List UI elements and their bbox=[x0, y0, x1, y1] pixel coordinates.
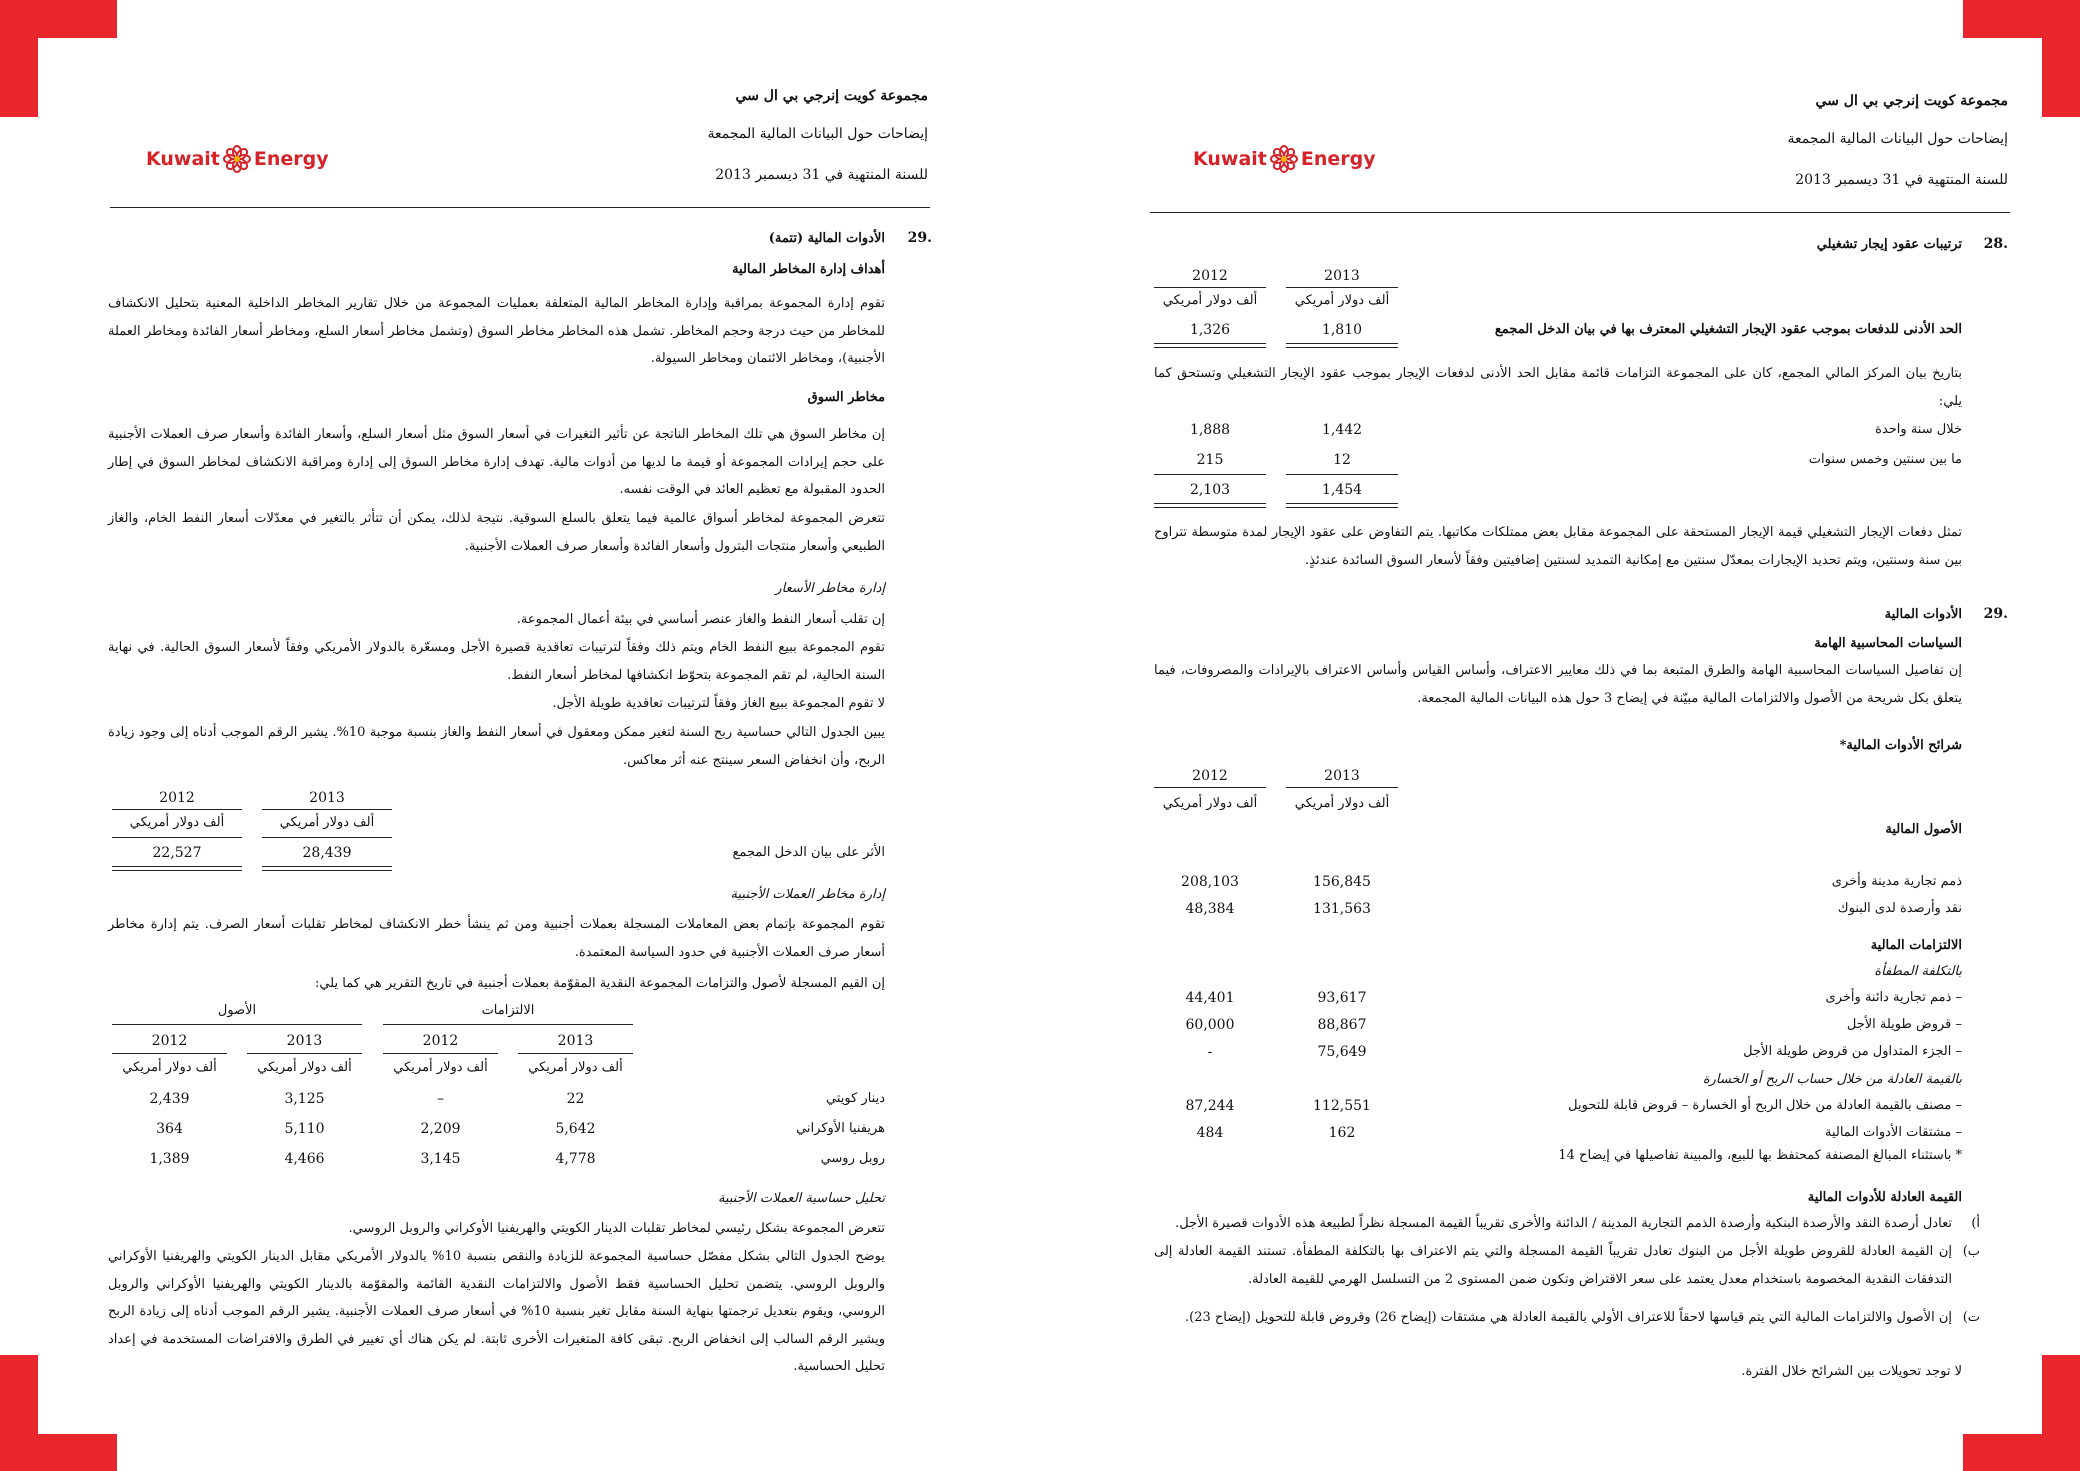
cat-year-2013: 2013 bbox=[1324, 768, 1360, 784]
fx-sensitivity-title: تحليل حساسية العملات الأجنبية bbox=[717, 1191, 885, 1206]
fair-value-item-text: تعادل أرصدة النقد والأرصدة البنكية وأرصدة الذمم التجارية المدينة / الدائنة والأخرى تقريباً القيمة المسجلة نظراً لطبيعة هذه الأدوات قصيرة الأجل. bbox=[1175, 1216, 1952, 1231]
logo-text-energy-right: Energy bbox=[1300, 148, 1376, 170]
cat-year-rule-2013 bbox=[1286, 787, 1398, 788]
lease-total-2013: 1,454 bbox=[1321, 482, 1363, 498]
fx-sensitivity-p1: تتعرض المجموعة بشكل رئيسي لمخاطر تقلبات الدينار الكويتي والهريفنيا الأوكراني والروبل الروسي. bbox=[348, 1221, 885, 1236]
fair-value-item-mark: ت) bbox=[1962, 1310, 1980, 1325]
company-name: مجموعة كويت إنرجي بي ال سي bbox=[735, 88, 928, 104]
lease-year-2013: 2013 bbox=[1324, 268, 1360, 284]
fv-row-label: – مصنف بالقيمة العادلة من خلال الربح أو الخسارة – قروض قابلة للتحويل bbox=[1568, 1098, 1962, 1113]
lease-row-1-label: خلال سنة واحدة bbox=[1875, 422, 1962, 437]
logo-text-kuwait: Kuwait bbox=[146, 148, 220, 170]
section-28-number: 28. bbox=[1983, 236, 2008, 252]
fair-value-item-text: إن القيمة العادلة للقروض طويلة الأجل من البنوك تعادل تقريباً القيمة المسجلة والتي يتم الاعتراف بها بالتكلفة المطفأة. تستند القيمة العادلة إلى التدفقات النقدية المخصومة باستخدام معدل يعتمد على سعر الاقتراض وتكون ضمن المستوى 2 من التسلسل الهرمي للقيمة العادلة. bbox=[1154, 1244, 1952, 1287]
risk-objectives-paragraph: تقوم إدارة المجموعة بمراقبة وإدارة المخاطر المالية المتعلقة بعمليات المجموعة من خلال تقارير المخاطر الداخلية المعنية بتحليل الانكشاف للمخاطر من حيث درجة وحجم المخاطر. تشمل هذه المخاطر مخاطر السوق (وتشمل مخاطر أسعار السلع، ومخاطر أسعار الفائدة ومخاطر العملة الأجنبية)، ومخاطر الائتمان ومخاطر السيولة. bbox=[108, 296, 885, 366]
fx-risk-paragraph: تقوم المجموعة بإتمام بعض المعاملات المسجلة بعملات أجنبية ومن ثم ينشأ خطر الانكشاف لمخاطر تقلبات أسعار الصرف. يتم إدارة مخاطر أسعار صرف العملات الأجنبية في حدود السياسة المعتمدة. bbox=[108, 917, 885, 960]
cat-unit-2013: ألف دولار أمريكي bbox=[1294, 796, 1390, 811]
header-rule-right bbox=[1150, 212, 2010, 213]
asset-row-2012: 208,103 bbox=[1181, 874, 1239, 890]
lease-row-label: الحد الأدنى للدفعات بموجب عقود الإيجار التشغيلي المعترف بها في بيان الدخل المجمع bbox=[1494, 322, 1962, 337]
lease-value-rule-2013 bbox=[1286, 343, 1398, 348]
company-name-right: مجموعة كويت إنرجي بي ال سي bbox=[1815, 93, 2008, 109]
fx-table-year: 2013 bbox=[286, 1033, 323, 1049]
asset-row-2013: 131,563 bbox=[1313, 901, 1371, 917]
price-risk-p2: تقوم المجموعة ببيع النفط الخام ويتم ذلك وفقاً لترتيبات تعاقدية قصيرة الأجل ومسعّرة بالدولار الأمريكي وفقاً لأسعار السوق الحالية. في نهاية السنة الحالية، لم تقم المجموعة بتحوّط انكشافها لمخاطر أسعار النفط. bbox=[108, 640, 885, 683]
lease-total-rule-2012 bbox=[1154, 503, 1266, 508]
price-table-year-2013: 2013 bbox=[309, 790, 345, 806]
fx-table-unit: ألف دولار أمريكي bbox=[122, 1060, 217, 1075]
price-table-total-rule-2012 bbox=[112, 866, 242, 871]
fx-table-year: 2013 bbox=[557, 1033, 594, 1049]
liab-row-label: – الجزء المتداول من قروض طويلة الأجل bbox=[1743, 1044, 1962, 1059]
lease-total-rule-2013 bbox=[1286, 503, 1398, 508]
policies-paragraph: إن تفاصيل السياسات المحاسبية الهامة والطرق المتبعة بما في ذلك معايير الاعتراف، وأساس القياس وأساس الاعتراف بالإيرادات والمصروفات، فيما يتعلق بكل شريحة من الأصول والالتزامات المالية مبيّنة في إيضاح 3 حول هذه البيانات المالية المجمعة. bbox=[1154, 663, 1962, 706]
fx-table-cell: 1,389 bbox=[149, 1151, 190, 1167]
header-period-right: للسنة المنتهية في 31 ديسمبر 2013 bbox=[1795, 172, 2008, 188]
fx-table-cell: 364 bbox=[156, 1121, 183, 1137]
fx-table-year: 2012 bbox=[151, 1033, 188, 1049]
fv-row-2012: 484 bbox=[1196, 1125, 1224, 1141]
price-table-unit-2013: ألف دولار أمريكي bbox=[279, 815, 375, 830]
asset-row-label: نقد وأرصدة لدى البنوك bbox=[1837, 901, 1962, 916]
header-subtitle-right: إيضاحات حول البيانات المالية المجمعة bbox=[1787, 131, 2008, 147]
fx-table-row-label: روبل روسي bbox=[820, 1151, 885, 1166]
header-subtitle: إيضاحات حول البيانات المالية المجمعة bbox=[707, 126, 928, 142]
financial-assets-label: الأصول المالية bbox=[1885, 822, 1962, 837]
categories-footnote: * باستثناء المبالغ المصنفة كمحتفظ بها للبيع، والمبينة تفاصيلها في إيضاح 14 bbox=[1558, 1148, 1962, 1163]
fvtpl-label: بالقيمة العادلة من خلال حساب الربح أو الخسارة bbox=[1702, 1072, 1962, 1087]
fair-value-title: القيمة العادلة للأدوات المالية bbox=[1807, 1190, 1962, 1205]
lease-row-1-2012: 1,888 bbox=[1189, 422, 1231, 438]
price-table-unit-2012: ألف دولار أمريكي bbox=[129, 815, 225, 830]
lease-total-2012: 2,103 bbox=[1189, 482, 1231, 498]
lease-year-2012: 2012 bbox=[1192, 268, 1228, 284]
company-logo-right bbox=[1193, 144, 1376, 174]
fx-table-year-rule bbox=[518, 1053, 633, 1054]
price-table-year-2012: 2012 bbox=[159, 790, 195, 806]
asset-row-2013: 156,845 bbox=[1313, 874, 1371, 890]
fv-row-label: – مشتقات الأدوات المالية bbox=[1824, 1125, 1962, 1140]
liab-row-2013: 88,867 bbox=[1317, 1017, 1367, 1033]
liab-row-label: – قروض طويلة الأجل bbox=[1846, 1017, 1962, 1032]
fx-table-row-label: دينار كويتي bbox=[826, 1091, 885, 1106]
price-risk-p3: لا تقوم المجموعة ببيع الغاز وفقاً لترتيبات تعاقدية طويلة الأجل. bbox=[552, 696, 885, 711]
logo-text-energy: Energy bbox=[253, 148, 329, 170]
fx-table-cell: 2,439 bbox=[149, 1091, 190, 1107]
section-28-title: ترتيبات عقود إيجار تشغيلي bbox=[1816, 237, 1962, 252]
fx-table-year: 2012 bbox=[422, 1033, 459, 1049]
lease-value-2013: 1,810 bbox=[1321, 322, 1363, 338]
price-risk-p1: إن تقلب أسعار النفط والغاز عنصر أساسي في بيئة أعمال المجموعة. bbox=[516, 612, 885, 627]
section-29-title: الأدوات المالية bbox=[1884, 607, 1962, 622]
fx-table-cell: 4,778 bbox=[555, 1151, 596, 1167]
fx-table-assets-head: الأصول bbox=[217, 1003, 257, 1018]
amortised-cost-label: بالتكلفة المطفأة bbox=[1874, 964, 1962, 979]
lease-year-rule-2012 bbox=[1154, 287, 1266, 288]
price-risk-title: إدارة مخاطر الأسعار bbox=[775, 581, 885, 596]
section-title: الأدوات المالية (تتمة) bbox=[768, 231, 885, 246]
price-table-unit-rule-2012 bbox=[112, 837, 242, 838]
price-table-row-label: الأثر على بيان الدخل المجمع bbox=[732, 845, 885, 860]
flower-logo-icon bbox=[222, 144, 252, 174]
fv-row-2012: 87,244 bbox=[1185, 1098, 1235, 1114]
fx-table-cell: – bbox=[437, 1091, 444, 1107]
price-table-value-2013: 28,439 bbox=[302, 845, 352, 861]
company-logo bbox=[146, 144, 329, 174]
fair-value-last: لا توجد تحويلات بين الشرائح خلال الفترة. bbox=[1741, 1364, 1962, 1379]
fx-table-cell: 22 bbox=[566, 1091, 585, 1107]
fx-table-liabilities-head: الالتزامات bbox=[481, 1003, 535, 1018]
lease-row-2-2012: 215 bbox=[1196, 452, 1224, 468]
fx-table-assets-rule bbox=[112, 1024, 362, 1025]
flower-logo-icon bbox=[1269, 144, 1299, 174]
policies-title: السياسات المحاسبية الهامة bbox=[1814, 636, 1962, 651]
fv-row-2013: 162 bbox=[1328, 1125, 1356, 1141]
liab-row-2013: 93,617 bbox=[1317, 990, 1367, 1006]
lease-subtotal-rule-2012 bbox=[1154, 474, 1266, 475]
fx-table-unit: ألف دولار أمريكي bbox=[393, 1060, 488, 1075]
fx-table-cell: 2,209 bbox=[420, 1121, 461, 1137]
lease-subtotal-rule-2013 bbox=[1286, 474, 1398, 475]
cat-unit-2012: ألف دولار أمريكي bbox=[1162, 796, 1258, 811]
fx-table-unit: ألف دولار أمريكي bbox=[528, 1060, 623, 1075]
liab-row-2012: 44,401 bbox=[1185, 990, 1235, 1006]
fx-table-unit: ألف دولار أمريكي bbox=[257, 1060, 352, 1075]
market-risk-paragraph-1: إن مخاطر السوق هي تلك المخاطر الناتجة عن تأثير التغيرات في أسعار السوق مثل أسعار السلع، وأسعار الفائدة وأسعار صرف العملات الأجنبية على حجم إيرادات المجموعة أو قيمة ما لديها من أدوات مالية. تهدف إدارة مخاطر السوق إلى إدارة ومراقبة الانكشاف لمخاطر السوق في إطار الحدود المقبولة مع تعظيم العائد في الوقت نفسه. bbox=[108, 427, 885, 497]
fx-table-row-label: هريفنيا الأوكراني bbox=[796, 1121, 885, 1136]
fair-value-item-mark: ب) bbox=[1962, 1244, 1980, 1259]
fx-table-year-rule bbox=[247, 1053, 362, 1054]
liab-row-label: – ذمم تجارية دائنة وأخرى bbox=[1825, 990, 1962, 1005]
lease-unit-2012: ألف دولار أمريكي bbox=[1162, 293, 1258, 308]
section-29-number: 29. bbox=[1983, 606, 2008, 622]
fx-table-cell: 3,125 bbox=[284, 1091, 325, 1107]
fx-table-cell: 5,642 bbox=[555, 1121, 596, 1137]
fx-table-cell: 5,110 bbox=[284, 1121, 325, 1137]
fx-sensitivity-p2: يوضح الجدول التالي بشكل مفصّل حساسية المجموعة للزيادة والنقص بنسبة 10% بالدولار الأمريكي مقابل الدينار الكويتي والهريفنيا الأوكراني والروبل الروسي. يتضمن تحليل الحساسية فقط الأصول والالتزامات النقدية القائمة والمقوّمة بالدينار الكويتي والهريفنيا الأوكراني والروبل الروسي، ويقوم بتعديل ترجمتها بنهاية السنة مقابل تغير بنسبة 10% في أسعار صرف العملات الأجنبية. يشير الرقم الموجب أدناه إلى زيادة الربح ويشير الرقم السالب إلى انخفاض الربح. تبقى كافة المتغيرات الأخرى ثابتة. لم يكن هناك أي تغيير في الطرق والافتراضات المستخدمة في إعداد تحليل الحساسية. bbox=[108, 1249, 886, 1374]
lease-row-2-2013: 12 bbox=[1333, 452, 1351, 468]
price-table-rule-2012 bbox=[112, 809, 242, 810]
page-right bbox=[1040, 0, 2080, 1471]
fx-intro: إن القيم المسجلة لأصول والتزامات المجموعة النقدية المقوّمة بعملات أجنبية في تاريخ التقرير هي كما يلي: bbox=[314, 976, 885, 991]
lease-row-2-label: ما بين سنتين وخمس سنوات bbox=[1808, 452, 1962, 467]
asset-row-label: ذمم تجارية مدينة وأخرى bbox=[1831, 874, 1962, 889]
liab-row-2012: 60,000 bbox=[1185, 1017, 1235, 1033]
lease-unit-2013: ألف دولار أمريكي bbox=[1294, 293, 1390, 308]
market-risk-title: مخاطر السوق bbox=[807, 390, 885, 405]
price-table-total-rule-2013 bbox=[262, 866, 392, 871]
market-risk-paragraph-2: تتعرض المجموعة لمخاطر أسواق عالمية فيما يتعلق بالسلع السوقية. نتيجة لذلك، يمكن أن تتأثر بالتغير في معدّلات أسعار النفط الخام، والغاز الطبيعي وأسعار منتجات البترول وأسعار الفائدة وأسعار صرف العملات الأجنبية. bbox=[108, 511, 885, 554]
fx-table-liab-rule bbox=[383, 1024, 633, 1025]
lease-value-rule-2012 bbox=[1154, 343, 1266, 348]
risk-objectives-title: أهداف إدارة المخاطر المالية bbox=[732, 262, 885, 277]
logo-text-kuwait-right: Kuwait bbox=[1193, 148, 1267, 170]
liab-row-2013: 75,649 bbox=[1317, 1044, 1367, 1060]
fair-value-item-text: إن الأصول والالتزامات المالية التي يتم قياسها لاحقاً للاعتراف الأولي بالقيمة العادلة هي مشتقات (إيضاح 26) وقروض قابلة للتحويل (إيضاح 23). bbox=[1184, 1310, 1952, 1325]
asset-row-2012: 48,384 bbox=[1185, 901, 1235, 917]
price-risk-p4: يبين الجدول التالي حساسية ربح السنة لتغير ممكن ومعقول في أسعار النفط والغاز بنسبة موجبة 10%. يشير الرقم الموجب أدناه إلى وجود زيادة الربح، وأن انخفاض السعر سينتج عنه أثر معاكس. bbox=[108, 725, 885, 768]
price-table-value-2012: 22,527 bbox=[152, 845, 202, 861]
fx-table-year-rule bbox=[112, 1053, 227, 1054]
price-table-rule-2013 bbox=[262, 809, 392, 810]
fx-risk-title: إدارة مخاطر العملات الأجنبية bbox=[730, 887, 885, 902]
liab-row-2012: - bbox=[1207, 1044, 1213, 1060]
lease-year-rule-2013 bbox=[1286, 287, 1398, 288]
price-table-unit-rule-2013 bbox=[262, 837, 392, 838]
fv-row-2013: 112,551 bbox=[1313, 1098, 1371, 1114]
financial-liabilities-label: الالتزامات المالية bbox=[1870, 938, 1962, 953]
cat-year-2012: 2012 bbox=[1192, 768, 1228, 784]
header-rule bbox=[110, 207, 930, 208]
categories-title: شرائح الأدوات المالية* bbox=[1839, 738, 1962, 753]
fair-value-item-mark: أ) bbox=[1971, 1216, 1980, 1231]
lease-paragraph-2: تمثل دفعات الإيجار التشغيلي قيمة الإيجار المستحقة على المجموعة مقابل بعض ممتلكات مكاتبها. يتم التفاوض على عقود الإيجار لمدة متوسطة تتراوح بين سنة وسنتين، ويتم تحديد الإيجارات بمعدّل سنتين مع إمكانية التمديد لسنتين إضافيتين وفقاً لأسعار السوق السائدة عندئذٍ. bbox=[1154, 525, 1962, 568]
lease-paragraph: بتاريخ بيان المركز المالي المجمع، كان على المجموعة التزامات قائمة مقابل الحد الأدنى لدفعات الإيجار بموجب عقود الإيجار التشغيلي وتستحق كما يلي: bbox=[1154, 366, 1962, 409]
header-period: للسنة المنتهية في 31 ديسمبر 2013 bbox=[715, 167, 928, 183]
fx-table-cell: 3,145 bbox=[420, 1151, 461, 1167]
fx-table-year-rule bbox=[383, 1053, 498, 1054]
cat-year-rule-2012 bbox=[1154, 787, 1266, 788]
lease-row-1-2013: 1,442 bbox=[1321, 422, 1363, 438]
fx-table-cell: 4,466 bbox=[284, 1151, 325, 1167]
section-number: 29. bbox=[907, 230, 932, 246]
lease-value-2012: 1,326 bbox=[1189, 322, 1231, 338]
